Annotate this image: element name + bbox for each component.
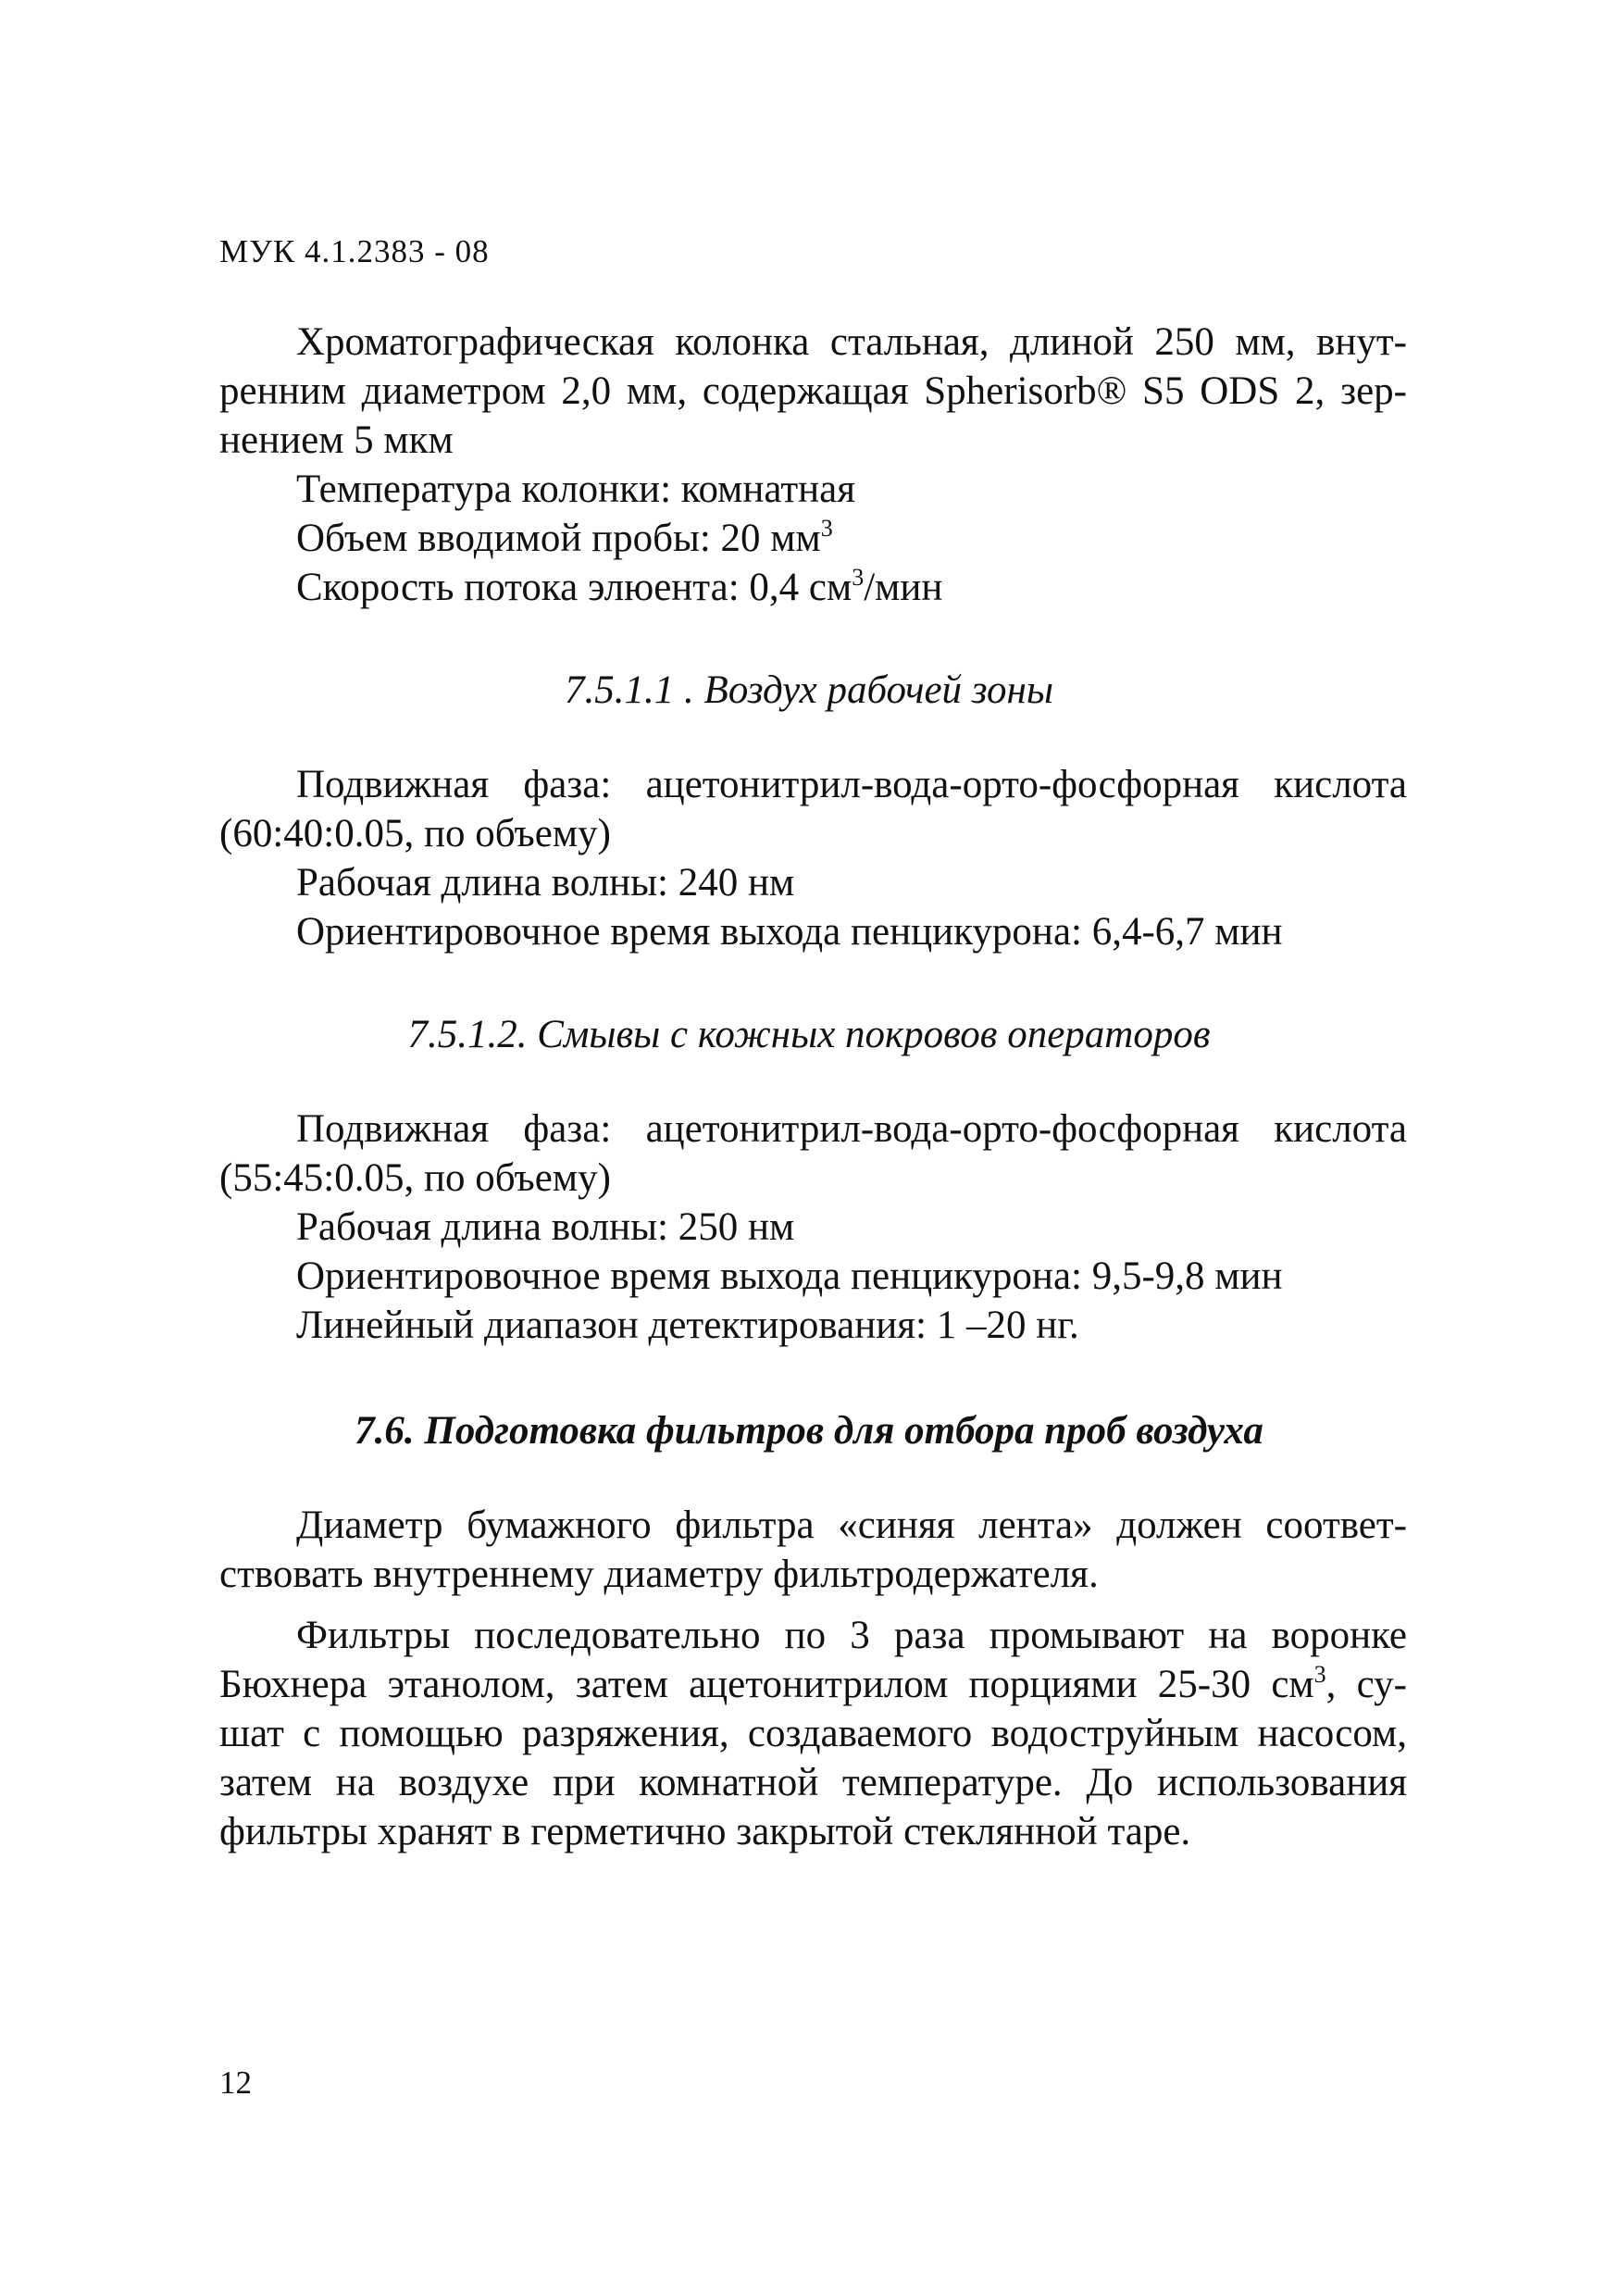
- section-7511-mobile-phase-line-2: (60:40:0.05, по объему): [219, 812, 611, 855]
- section-7511-heading: 7.5.1.1 . Воздух рабочей зоны: [565, 668, 1053, 712]
- column-desc-line-1: Хроматографическая колонка стальная, длиной 250 мм, внут-: [296, 320, 1407, 364]
- section-7511-mobile-phase-line-1: Подвижная фаза: ацетонитрил-вода-орто-фосфорная кислота: [296, 763, 1407, 806]
- eluent-flow-rate: [296, 564, 942, 612]
- section-7512-wavelength: Рабочая длина волны: 250 нм: [296, 1205, 795, 1249]
- section-76-para1-line-1: Диаметр бумажного фильтра «синяя лента» должен соответ-: [296, 1504, 1407, 1547]
- section-76-heading: 7.6. Подготовка фильтров для отбора проб воздуха: [355, 1409, 1263, 1453]
- section-76-para2-line-2-text: Бюхнера этанолом, затем ацетонитрилом порциями 25-30 см: [219, 1663, 1314, 1706]
- section-76-para2-unit-exponent: 3: [1313, 1661, 1326, 1688]
- injection-volume: [296, 515, 833, 563]
- section-76-para1-line-2: ствовать внутреннему диаметру фильтродержателя.: [219, 1553, 1099, 1596]
- section-76-para2-line-1: Фильтры последовательно по 3 раза промывают на воронке: [296, 1614, 1407, 1657]
- section-7512-mobile-phase-line-1: Подвижная фаза: ацетонитрил-вода-орто-фосфорная кислота: [296, 1107, 1407, 1151]
- section-7512-heading: 7.5.1.2. Смывы с кожных покровов операторов: [407, 1013, 1211, 1056]
- column-desc-line-2: ренним диаметром 2,0 мм, содержащая Spherisorb® S5 ODS 2, зер-: [219, 369, 1407, 413]
- eluent-flow-rate-unit-exponent: 3: [852, 564, 865, 591]
- document-code: МУК 4.1.2383 - 08: [219, 233, 490, 269]
- eluent-flow-rate-unit: /мин: [864, 566, 943, 609]
- section-7512-mobile-phase-line-2: (55:45:0.05, по объему): [219, 1156, 611, 1200]
- column-temperature: Температура колонки: комнатная: [296, 468, 856, 511]
- section-76-para2-line-2-end: , су-: [1326, 1663, 1407, 1706]
- section-76-para2-line-5: фильтры хранят в герметично закрытой стеклянной таре.: [219, 1810, 1191, 1853]
- section-76-para2-line-4: затем на воздухе при комнатной температуре. До использования: [219, 1761, 1407, 1804]
- section-7512-retention-time: Ориентировочное время выхода пенцикурона: 9,5-9,8 мин: [296, 1254, 1283, 1298]
- injection-volume-unit-exponent: 3: [820, 515, 833, 542]
- section-76-para2-line-3: шат с помощью разряжения, создаваемого водоструйным насосом,: [219, 1712, 1407, 1755]
- section-76-para2-line-2: [219, 1661, 1407, 1709]
- page-number: 12: [219, 2065, 252, 2101]
- section-7512-linear-range: Линейный диапазон детектирования: 1 –20 нг.: [296, 1304, 1079, 1347]
- eluent-flow-rate-label: Скорость потока элюента: 0,4 см: [296, 566, 853, 609]
- section-7511-retention-time: Ориентировочное время выхода пенцикурона: 6,4-6,7 мин: [296, 910, 1283, 954]
- section-7511-wavelength: Рабочая длина волны: 240 нм: [296, 861, 795, 905]
- injection-volume-label: Объем вводимой пробы: 20 мм: [296, 517, 821, 560]
- column-desc-line-3: нением 5 мкм: [219, 418, 454, 462]
